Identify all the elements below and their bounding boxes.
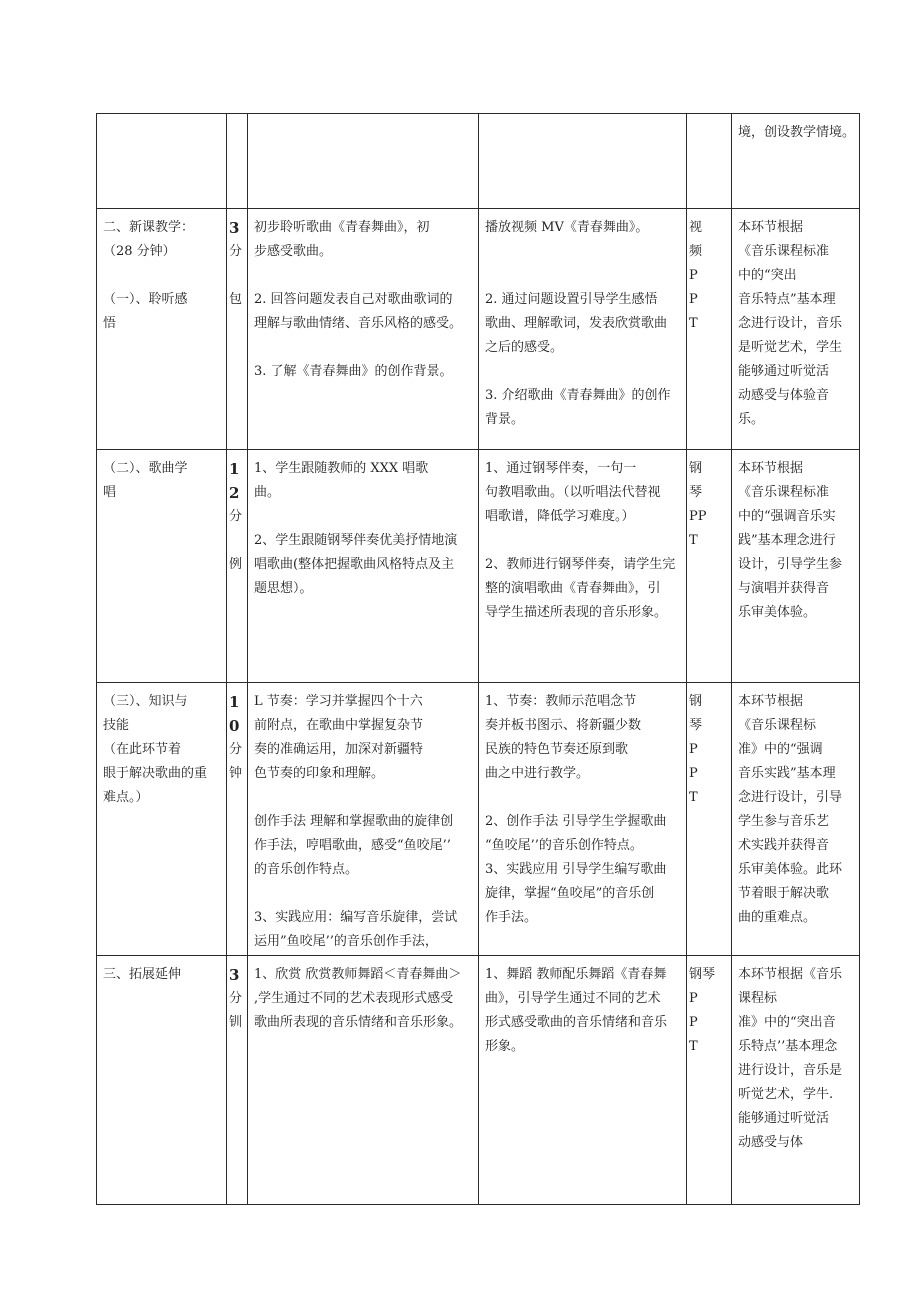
teacher-activity-cell: [479, 956, 687, 1205]
media-cell-content: [687, 956, 731, 1059]
text-line: T: [689, 1039, 698, 1054]
time-cell: [227, 114, 248, 209]
stage-cell: [97, 683, 227, 956]
text-line: [254, 336, 474, 360]
time-cell-content: [227, 114, 247, 121]
text-line: 音乐实践”基本理: [738, 766, 836, 781]
text-line: 乐审美体验。此环: [738, 862, 843, 877]
text-line: [229, 529, 247, 553]
text-line: 曲之中进行教学。: [485, 766, 590, 781]
text-line: 形式感受歌曲的音乐情绪和音乐: [485, 1015, 668, 1030]
time-cell: [227, 450, 248, 683]
text-line: 唱歌谱，降低学习难度。）: [485, 509, 635, 524]
time-cell: [227, 683, 248, 956]
text-line: 1、节奏：教师示范唱念节: [485, 694, 637, 709]
text-line: 分: [229, 509, 243, 524]
text-line: 听觉艺术，学牛.: [738, 1087, 834, 1102]
design-intent-cell: [732, 956, 860, 1205]
text-line: 课程标: [738, 991, 778, 1006]
student-activity-cell: [248, 450, 479, 683]
text-line: 1: [229, 693, 240, 711]
text-line: 能够通过听觉活: [738, 1111, 830, 1126]
text-line: 学生参与音乐艺: [738, 814, 830, 829]
table-row: [97, 683, 860, 956]
text-line: 形象。: [485, 1039, 525, 1054]
text-line: 钏: [229, 1015, 243, 1030]
text-line: 频: [689, 244, 703, 259]
stage-cell-content: [97, 450, 226, 505]
text-line: 念进行设计，引导: [738, 790, 843, 805]
text-line: 曲的重难点。: [738, 910, 817, 925]
media-cell-content: [687, 683, 731, 810]
text-line: 创作手法 理解和掌握歌曲的旋律创: [254, 814, 454, 829]
text-line: （在此环节着: [103, 742, 182, 757]
text-line: [229, 264, 247, 288]
text-line: 乐。: [738, 412, 765, 427]
text-line: 歌曲所表现的音乐情绪和音乐形象。: [254, 1015, 463, 1030]
design-intent-cell-content: [732, 209, 859, 432]
text-line: 眼于解决歌曲的重: [103, 766, 208, 781]
student-activity-cell-content: [248, 114, 478, 121]
text-line: （一）、聆听感: [103, 292, 188, 307]
teacher-activity-cell: [479, 114, 687, 209]
text-line: [254, 264, 474, 288]
text-line: 分: [229, 244, 243, 259]
media-cell-content: [687, 209, 731, 336]
text-line: 准》中的“强调: [738, 742, 823, 757]
teacher-activity-cell: [479, 209, 687, 450]
lesson-plan-table: [96, 113, 860, 1205]
stage-cell: [97, 956, 227, 1205]
stage-cell: [97, 114, 227, 209]
text-line: 奏的准确运用，加深对新疆特: [254, 742, 424, 757]
teacher-activity-cell-content: [479, 683, 686, 930]
text-line: 步感受歌曲。: [254, 244, 333, 259]
text-line: 动感受与体: [738, 1135, 804, 1150]
student-activity-cell: [248, 683, 479, 956]
text-line: （三）、知识与: [103, 694, 188, 709]
text-line: 琴: [689, 485, 703, 500]
text-line: 乐特点’’基本理念: [738, 1039, 838, 1054]
text-line: 唱: [103, 485, 117, 500]
text-line: [254, 786, 474, 810]
design-intent-cell: [732, 209, 860, 450]
text-line: T: [689, 316, 698, 331]
text-line: 播放视频 MV《青春舞曲》。: [485, 220, 649, 235]
text-line: （28 分钟）: [103, 244, 176, 259]
text-line: T: [689, 790, 698, 805]
text-line: 进行设计，音乐是: [738, 1063, 843, 1078]
student-activity-cell: [248, 114, 479, 209]
text-line: [254, 505, 474, 529]
text-line: 例: [229, 557, 243, 572]
text-line: 1、学生跟随教师的 XXX 唱歌: [254, 461, 429, 476]
text-line: [485, 240, 682, 264]
media-cell-content: [687, 450, 731, 553]
text-line: L 节奏：学习并掌握四个十六: [254, 694, 423, 709]
text-line: 1、通过钢琴伴奏，一句一: [485, 461, 637, 476]
text-line: 本环节根据: [738, 461, 804, 476]
text-line: 作手法。: [485, 910, 538, 925]
teacher-activity-cell-content: [479, 956, 686, 1059]
text-line: 难点。）: [103, 790, 149, 805]
text-line: 本环节根据: [738, 220, 804, 235]
time-cell: [227, 956, 248, 1205]
text-line: 钢: [689, 694, 703, 709]
text-line: 《音乐课程标准: [738, 485, 830, 500]
text-line: 背景。: [485, 412, 525, 427]
text-line: 曲》，引导学生通过不同的艺术: [485, 991, 661, 1006]
text-line: 2、教师进行钢琴伴奏，请学生完: [485, 557, 676, 572]
text-line: 色节奏的印象和理解。: [254, 766, 385, 781]
stage-cell-content: [97, 114, 226, 121]
time-cell-content: [227, 683, 247, 786]
design-intent-cell-content: [732, 114, 859, 145]
text-line: 《音乐课程标准: [738, 244, 830, 259]
table-row: [97, 956, 860, 1205]
text-line: 践”基本理念进行: [738, 533, 836, 548]
text-line: 本环节根据《音乐: [738, 967, 843, 982]
text-line: 3: [229, 966, 240, 984]
text-line: 3. 了解《青春舞曲》的创作背景。: [254, 364, 453, 379]
text-line: P: [689, 742, 698, 757]
text-line: 乐审美体验。: [738, 605, 817, 620]
text-line: 2、学生跟随钢琴伴奏优美抒情地演: [254, 533, 458, 548]
text-line: 分: [229, 991, 243, 1006]
text-line: （二）、歌曲学: [103, 461, 188, 476]
text-line: 3、实践应用：编写音乐旋律，尝试: [254, 910, 458, 925]
design-intent-cell-content: [732, 683, 859, 930]
student-activity-cell-content: [248, 209, 478, 384]
text-line: 能够通过听觉活: [738, 364, 830, 379]
text-line: 动感受与体验音: [738, 388, 830, 403]
text-line: 的音乐创作特点。: [254, 862, 359, 877]
design-intent-cell: [732, 114, 860, 209]
text-line: 曲。: [254, 485, 281, 500]
text-line: 唱歌曲(整体把握歌曲风格特点及主: [254, 557, 455, 572]
text-line: 初步聆听歌曲《青春舞曲》，初: [254, 220, 430, 235]
text-line: [485, 264, 682, 288]
student-activity-cell: [248, 956, 479, 1205]
text-line: 《音乐课程标: [738, 718, 817, 733]
text-line: 导学生描述所表现的音乐形象。: [485, 605, 668, 620]
student-activity-cell-content: [248, 956, 478, 1035]
media-cell: [687, 956, 732, 1205]
text-line: 念进行设计，音乐: [738, 316, 843, 331]
design-intent-cell: [732, 450, 860, 683]
text-line: 题思想）。: [254, 581, 313, 596]
text-line: 2. 回答问题发表自己对歌曲歌词的: [254, 292, 453, 307]
time-cell-content: [227, 209, 247, 312]
text-line: 旋律，掌握“鱼咬尾”的音乐创: [485, 886, 655, 901]
text-line: 是听觉艺术，学生: [738, 340, 843, 355]
text-line: 节着眼于解决歌: [738, 886, 830, 901]
text-line: 中的“强调音乐实: [738, 509, 836, 524]
text-line: 作手法，哼唱歌曲，感受“鱼咬尾’’: [254, 838, 451, 853]
text-line: 民族的特色节奏还原到歌: [485, 742, 629, 757]
text-line: 句教唱歌曲。（以听唱法代替视: [485, 485, 661, 500]
text-line: 歌曲、理解歌词，发表欣赏歌曲: [485, 316, 668, 331]
time-cell: [227, 209, 248, 450]
text-line: 运用”鱼咬尾’’的音乐创作手法，: [254, 934, 438, 949]
text-line: 2: [229, 484, 240, 502]
stage-cell-content: [97, 956, 226, 987]
text-line: T: [689, 533, 698, 548]
text-line: 整的演唱歌曲《青春舞曲》，引: [485, 581, 661, 596]
text-line: P: [689, 292, 698, 307]
text-line: 术实践并获得音: [738, 838, 830, 853]
media-cell: [687, 209, 732, 450]
text-line: 钟: [229, 766, 243, 781]
text-line: 钢琴: [689, 967, 716, 982]
media-cell: [687, 683, 732, 956]
lesson-plan-body: [97, 114, 860, 1205]
text-line: 0: [229, 717, 240, 735]
text-line: 分: [229, 742, 243, 757]
text-line: PP: [689, 509, 707, 524]
text-line: P: [689, 766, 698, 781]
text-line: [103, 264, 222, 288]
text-line: 奏并板书图示、将新疆少数: [485, 718, 642, 733]
media-cell-content: [687, 114, 731, 121]
text-line: P: [689, 991, 698, 1006]
text-line: 本环节根据: [738, 694, 804, 709]
teacher-activity-cell-content: [479, 114, 686, 121]
text-line: 琴: [689, 718, 703, 733]
text-line: 1、舞蹈 教师配乐舞蹈《青春舞: [485, 967, 667, 982]
table-row: [97, 114, 860, 209]
table-row: [97, 209, 860, 450]
text-line: 境，创设教学情境。: [738, 125, 856, 140]
text-line: 中的“突出: [738, 268, 797, 283]
text-line: 三、拓展延伸: [103, 967, 182, 982]
text-line: [485, 529, 682, 553]
text-line: 视: [689, 220, 703, 235]
design-intent-cell: [732, 683, 860, 956]
media-cell: [687, 450, 732, 683]
teacher-activity-cell-content: [479, 450, 686, 625]
text-line: 前附点，在歌曲中掌握复杂节: [254, 718, 424, 733]
text-line: 1、欣赏 欣赏教师舞蹈＜青春舞曲＞: [254, 967, 462, 982]
stage-cell-content: [97, 209, 226, 336]
text-line: 与演唱并获得音: [738, 581, 830, 596]
text-line: “鱼咬尾’’的音乐创作特点。: [485, 838, 643, 853]
table-row: [97, 450, 860, 683]
text-line: 包: [229, 292, 243, 307]
text-line: 准》中的“突出音: [738, 1015, 836, 1030]
text-line: 钢: [689, 461, 703, 476]
teacher-activity-cell: [479, 450, 687, 683]
design-intent-cell-content: [732, 450, 859, 625]
stage-cell: [97, 209, 227, 450]
text-line: P: [689, 1015, 698, 1030]
teacher-activity-cell: [479, 683, 687, 956]
text-line: 悟: [103, 316, 117, 331]
student-activity-cell: [248, 209, 479, 450]
text-line: 1: [229, 460, 240, 478]
text-line: 2. 通过问题设置引导学生感悟: [485, 292, 658, 307]
time-cell-content: [227, 956, 247, 1035]
time-cell-content: [227, 450, 247, 577]
student-activity-cell-content: [248, 450, 478, 601]
student-activity-cell-content: [248, 683, 478, 954]
stage-cell: [97, 450, 227, 683]
text-line: [485, 360, 682, 384]
text-line: 音乐特点”基本理: [738, 292, 836, 307]
text-line: 3: [229, 219, 240, 237]
text-line: 技能: [103, 718, 130, 733]
text-line: 3. 介绍歌曲《青春舞曲》的创作: [485, 388, 671, 403]
text-line: [254, 882, 474, 906]
text-line: 3、实践应用 引导学生编写歌曲: [485, 862, 667, 877]
media-cell: [687, 114, 732, 209]
text-line: [485, 786, 682, 810]
text-line: 之后的感受。: [485, 340, 564, 355]
text-line: 二、新课教学：: [103, 220, 195, 235]
text-line: 2、创作手法 引导学生学握歌曲: [485, 814, 667, 829]
text-line: P: [689, 268, 698, 283]
stage-cell-content: [97, 683, 226, 810]
text-line: ,学生通过不同的艺术表现形式感受: [254, 991, 454, 1006]
teacher-activity-cell-content: [479, 209, 686, 432]
text-line: 理解与歌曲情绪、音乐风格的感受。: [254, 316, 463, 331]
text-line: 设计，引导学生参: [738, 557, 843, 572]
design-intent-cell-content: [732, 956, 859, 1155]
